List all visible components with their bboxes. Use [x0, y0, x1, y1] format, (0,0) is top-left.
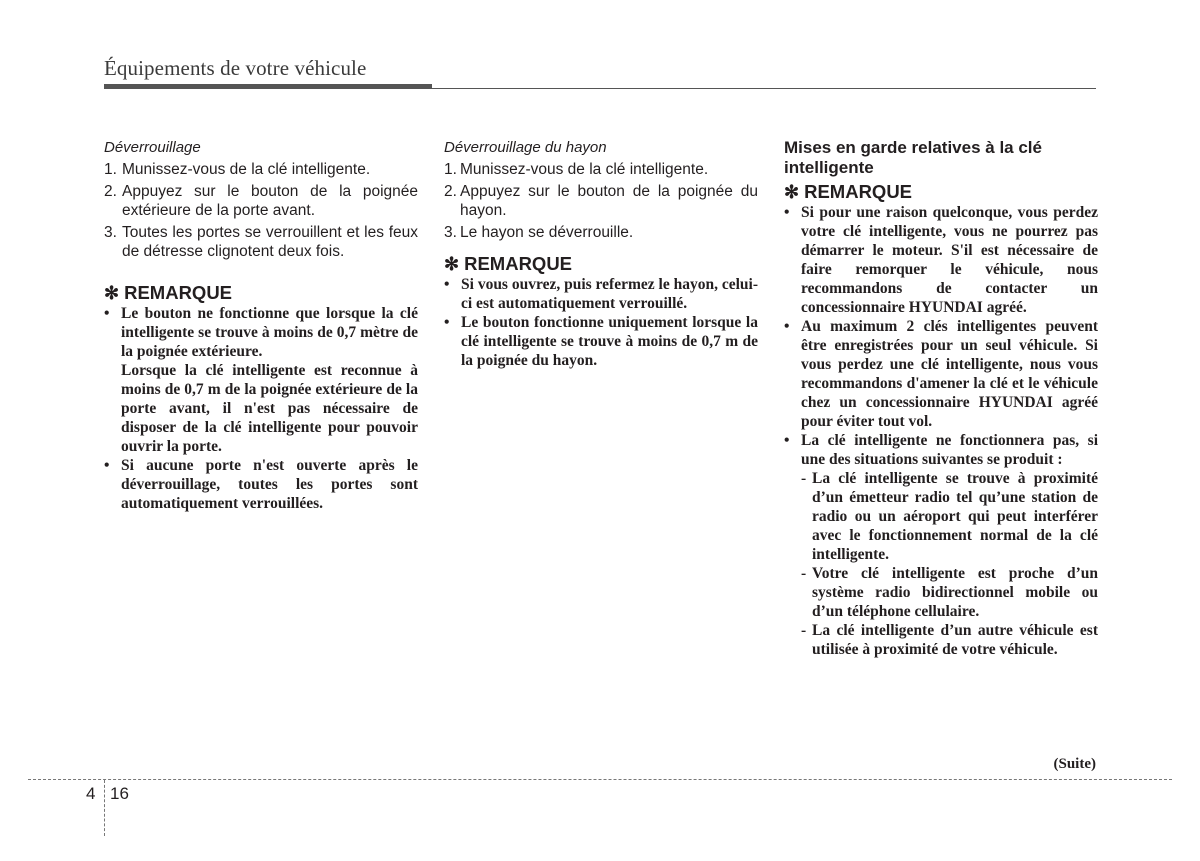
bullet-item [104, 456, 418, 513]
bullet-item [784, 317, 1098, 431]
bullet-icon: • [104, 456, 110, 474]
asterisk-icon: ✻ [784, 182, 800, 202]
step-number: 3. [444, 223, 457, 241]
subheading-unlocking: Déverrouillage [104, 139, 201, 156]
asterisk-icon: ✻ [104, 282, 120, 303]
step-item [444, 160, 758, 180]
column-unlocking [104, 138, 418, 513]
bullet-icon: • [444, 314, 450, 331]
sub-item [801, 621, 1098, 659]
section-title: Mises en garde relatives à la clé intelligente [784, 138, 1042, 177]
remark-bullets [444, 275, 758, 370]
sub-item-text: La clé intelligente se trouve à proximité d’un émetteur radio tel qu’une station de radio ou un aéroport qui peut interférer avec le fonctionnement normal de la clé intelligente. [812, 470, 1098, 563]
bullet-text: Le bouton ne fonctionne que lorsque la clé intelligente se trouve à moins de 0,7 mètre de la poignée extérieure. [121, 304, 418, 360]
sub-item [801, 564, 1098, 621]
header-rule-thin [104, 88, 1096, 89]
remark-heading [104, 282, 418, 304]
remark-bullets [104, 304, 418, 513]
step-item [104, 182, 418, 221]
remark-bullets [784, 203, 1098, 659]
step-text: Appuyez sur le bouton de la poignée extérieure de la porte avant. [122, 182, 418, 219]
chapter-number: 4 [86, 784, 96, 803]
dash-icon: - [801, 470, 807, 487]
sub-item-text: Votre clé intelligente est proche d’un système radio bidirectionnel mobile ou d’un téléphone cellulaire. [812, 565, 1098, 620]
step-text: Toutes les portes se verrouillent et les feux de détresse clignotent deux fois. [122, 223, 418, 260]
bullet-text: Au maximum 2 clés intelligentes peuvent être enregistrées pour un seul véhicule. Si vous perdez une clé intelligente, nous vous recommandons d'amener la clé et le véhicule chez un concessionnaire HYUNDAI agréé pour éviter tout vol. [801, 318, 1098, 430]
column-smart-key-warnings [784, 138, 1098, 659]
bullet-icon: • [444, 276, 450, 293]
remark-heading-label: REMARQUE [804, 181, 913, 202]
step-text: Appuyez sur le bouton de la poignée du hayon. [460, 182, 758, 219]
column-tailgate-unlocking [444, 138, 758, 370]
step-text: Le hayon se déverrouille. [460, 223, 634, 241]
bullet-text: Si aucune porte n'est ouverte après le déverrouillage, toutes les portes sont automatiquement verrouillées. [121, 456, 418, 512]
step-number: 2. [104, 182, 117, 200]
bullet-item [784, 431, 1098, 659]
remark-heading-label: REMARQUE [464, 253, 573, 274]
step-number: 2. [444, 182, 457, 200]
step-number: 1. [444, 161, 457, 178]
continued-label: (Suite) [1053, 756, 1096, 772]
bullet-text: Si pour une raison quelconque, vous perdez votre clé intelligente, vous ne pourrez pas démarrer le moteur. S'il est nécessaire de faire remorquer le véhicule, nous recommandons de contacter un concessionnaire HYUNDAI agréé. [801, 204, 1098, 316]
bullet-text: Si vous ouvrez, puis refermez le hayon, celui-ci est automatiquement verrouillé. [461, 276, 758, 312]
remark-heading [444, 253, 758, 275]
page-number: 16 [110, 784, 129, 803]
dash-icon: - [801, 622, 807, 639]
bullet-text: Lorsque la clé intelligente est reconnue à moins de 0,7 m de la poignée extérieure de la porte avant, il n'est pas nécessaire de disposer de la clé intelligente pour pouvoir ouvrir la porte. [121, 361, 418, 455]
bullet-icon: • [104, 304, 110, 322]
bullet-item [444, 275, 758, 313]
footer-dashed-divider [104, 780, 105, 836]
sub-item-list [801, 469, 1098, 659]
step-number: 3. [104, 223, 117, 241]
sub-item [801, 469, 1098, 564]
bullet-text: La clé intelligente ne fonctionnera pas, si une des situations suivantes se produit : [801, 432, 1098, 468]
bullet-icon: • [784, 318, 790, 335]
remark-heading-label: REMARQUE [124, 281, 233, 303]
step-item [104, 160, 418, 180]
bullet-icon: • [784, 432, 790, 449]
footer-dashed-rule [28, 779, 1172, 780]
step-item [444, 182, 758, 221]
asterisk-icon: ✻ [444, 254, 460, 274]
bullet-item [444, 313, 758, 370]
dash-icon: - [801, 565, 807, 582]
step-text: Munissez-vous de la clé intelligente. [122, 161, 371, 178]
sub-item-text: La clé intelligente d’un autre véhicule est utilisée à proximité de votre véhicule. [812, 622, 1098, 658]
step-item [104, 223, 418, 262]
page-header-title: Équipements de votre véhicule [104, 56, 367, 80]
remark-heading [784, 181, 1098, 203]
steps-unlocking [104, 160, 418, 262]
bullet-item [104, 304, 418, 456]
bullet-text: Le bouton fonctionne uniquement lorsque la clé intelligente se trouve à moins de 0,7 m de la poignée du hayon. [461, 314, 758, 369]
bullet-item [784, 203, 1098, 317]
step-text: Munissez-vous de la clé intelligente. [460, 161, 709, 178]
bullet-icon: • [784, 204, 790, 221]
subheading-tailgate: Déverrouillage du hayon [444, 139, 607, 156]
steps-tailgate [444, 160, 758, 242]
step-item [444, 223, 758, 243]
step-number: 1. [104, 161, 117, 178]
